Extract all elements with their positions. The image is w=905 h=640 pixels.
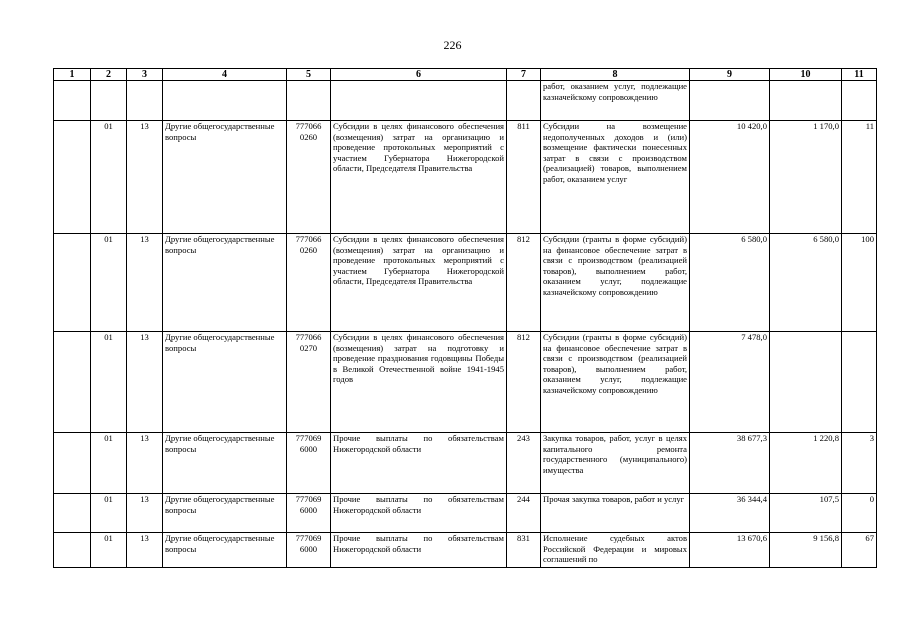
cell-article-name: Субсидии в целях финансового обеспечения (возмещения) затрат на организацию и проведение протокольных мероприятий с участием Губернатора Нижегородской области, Председателя Правительства: [331, 234, 507, 332]
header-row: [54, 69, 877, 81]
cell-article-name: Прочие выплаты по обязательствам Нижегородской области: [331, 494, 507, 533]
column-header: 2: [91, 69, 127, 81]
cell-target-article: 777069 6000: [287, 433, 331, 494]
table-row: [54, 533, 877, 568]
cell-executed-amount: [770, 332, 842, 433]
cell-article-name: Субсидии в целях финансового обеспечения (возмещения) затрат на организацию и проведение протокольных мероприятий с участием Губернатора Нижегородской области, Председателя Правительства: [331, 121, 507, 234]
cell-percent: [842, 81, 877, 121]
cell-planned-amount: [690, 81, 770, 121]
cell-executed-amount: [770, 81, 842, 121]
cell-planned-amount: 10 420,0: [690, 121, 770, 234]
cell-subsection: 13: [127, 121, 163, 234]
cell-col1: [54, 433, 91, 494]
cell-section-name: [163, 81, 287, 121]
cell-target-article: 777066 0260: [287, 121, 331, 234]
column-header: 9: [690, 69, 770, 81]
cell-percent: 100: [842, 234, 877, 332]
cell-planned-amount: 13 670,6: [690, 533, 770, 568]
cell-executed-amount: 9 156,8: [770, 533, 842, 568]
cell-planned-amount: 38 677,3: [690, 433, 770, 494]
column-header: 10: [770, 69, 842, 81]
cell-col1: [54, 81, 91, 121]
cell-target-article: 777066 0270: [287, 332, 331, 433]
cell-executed-amount: 107,5: [770, 494, 842, 533]
cell-section-name: Другие общегосударственные вопросы: [163, 533, 287, 568]
cell-expense-type-name: Исполнение судебных актов Российской Федерации и мировых соглашений по: [541, 533, 690, 568]
column-header: 7: [507, 69, 541, 81]
cell-expense-type: 812: [507, 234, 541, 332]
cell-executed-amount: 1 170,0: [770, 121, 842, 234]
cell-section-name: Другие общегосударственные вопросы: [163, 121, 287, 234]
cell-executed-amount: 6 580,0: [770, 234, 842, 332]
cell-col1: [54, 332, 91, 433]
cell-expense-type-name: Субсидии (гранты в форме субсидий) на финансовое обеспечение затрат в связи с производством (реализацией товаров), выполнением работ, оказанием услуг, подлежащие казначейскому сопровождению: [541, 234, 690, 332]
cell-subsection: [127, 81, 163, 121]
cell-percent: [842, 332, 877, 433]
cell-section-name: Другие общегосударственные вопросы: [163, 494, 287, 533]
column-header: 4: [163, 69, 287, 81]
cell-article-name: Субсидии в целях финансового обеспечения (возмещения) затрат на подготовку и проведение празднования годовщины Победы в Великой Отечественной войне 1941-1945 годов: [331, 332, 507, 433]
cell-section: 01: [91, 121, 127, 234]
cell-target-article: 777069 6000: [287, 533, 331, 568]
cell-planned-amount: 7 478,0: [690, 332, 770, 433]
cell-percent: 0: [842, 494, 877, 533]
cell-subsection: 13: [127, 533, 163, 568]
cell-section-name: Другие общегосударственные вопросы: [163, 433, 287, 494]
cell-percent: 3: [842, 433, 877, 494]
cell-subsection: 13: [127, 234, 163, 332]
column-header: 6: [331, 69, 507, 81]
table-row: [54, 234, 877, 332]
cell-article-name: [331, 81, 507, 121]
cell-percent: 11: [842, 121, 877, 234]
cell-percent: 67: [842, 533, 877, 568]
cell-section: [91, 81, 127, 121]
table-row: [54, 121, 877, 234]
cell-planned-amount: 36 344,4: [690, 494, 770, 533]
column-header: 8: [541, 69, 690, 81]
table-row: [54, 81, 877, 121]
cell-expense-type-name: Закупка товаров, работ, услуг в целях капитального ремонта государственного (муниципального) имущества: [541, 433, 690, 494]
column-header: 1: [54, 69, 91, 81]
cell-col1: [54, 494, 91, 533]
table-row: [54, 433, 877, 494]
cell-planned-amount: 6 580,0: [690, 234, 770, 332]
page-number: 226: [443, 38, 462, 52]
cell-col1: [54, 234, 91, 332]
cell-col1: [54, 533, 91, 568]
cell-subsection: 13: [127, 433, 163, 494]
cell-subsection: 13: [127, 494, 163, 533]
cell-expense-type: 243: [507, 433, 541, 494]
column-header: 5: [287, 69, 331, 81]
cell-section: 01: [91, 433, 127, 494]
budget-table: [53, 68, 877, 568]
table-row: [54, 494, 877, 533]
cell-subsection: 13: [127, 332, 163, 433]
cell-section: 01: [91, 494, 127, 533]
cell-expense-type: [507, 81, 541, 121]
cell-expense-type: 831: [507, 533, 541, 568]
cell-section: 01: [91, 332, 127, 433]
cell-executed-amount: 1 220,8: [770, 433, 842, 494]
table-row: [54, 332, 877, 433]
cell-section: 01: [91, 234, 127, 332]
cell-article-name: Прочие выплаты по обязательствам Нижегородской области: [331, 533, 507, 568]
cell-section-name: Другие общегосударственные вопросы: [163, 332, 287, 433]
cell-expense-type: 812: [507, 332, 541, 433]
cell-expense-type-name: Прочая закупка товаров, работ и услуг: [541, 494, 690, 533]
cell-expense-type-name: Субсидии (гранты в форме субсидий) на финансовое обеспечение затрат в связи с производством (реализацией товаров), выполнением работ, оказанием услуг, подлежащие казначейскому сопровождению: [541, 332, 690, 433]
column-header: 11: [842, 69, 877, 81]
cell-expense-type-name: работ, оказанием услуг, подлежащие казначейскому сопровождению: [541, 81, 690, 121]
cell-target-article: [287, 81, 331, 121]
cell-expense-type: 811: [507, 121, 541, 234]
cell-target-article: 777066 0260: [287, 234, 331, 332]
column-header: 3: [127, 69, 163, 81]
cell-expense-type-name: Субсидии на возмещение недополученных доходов и (или) возмещение фактически понесенных затрат в связи с производством (реализацией) товаров, выполнением работ, оказанием услуг: [541, 121, 690, 234]
cell-section-name: Другие общегосударственные вопросы: [163, 234, 287, 332]
cell-article-name: Прочие выплаты по обязательствам Нижегородской области: [331, 433, 507, 494]
cell-target-article: 777069 6000: [287, 494, 331, 533]
cell-col1: [54, 121, 91, 234]
cell-expense-type: 244: [507, 494, 541, 533]
cell-section: 01: [91, 533, 127, 568]
